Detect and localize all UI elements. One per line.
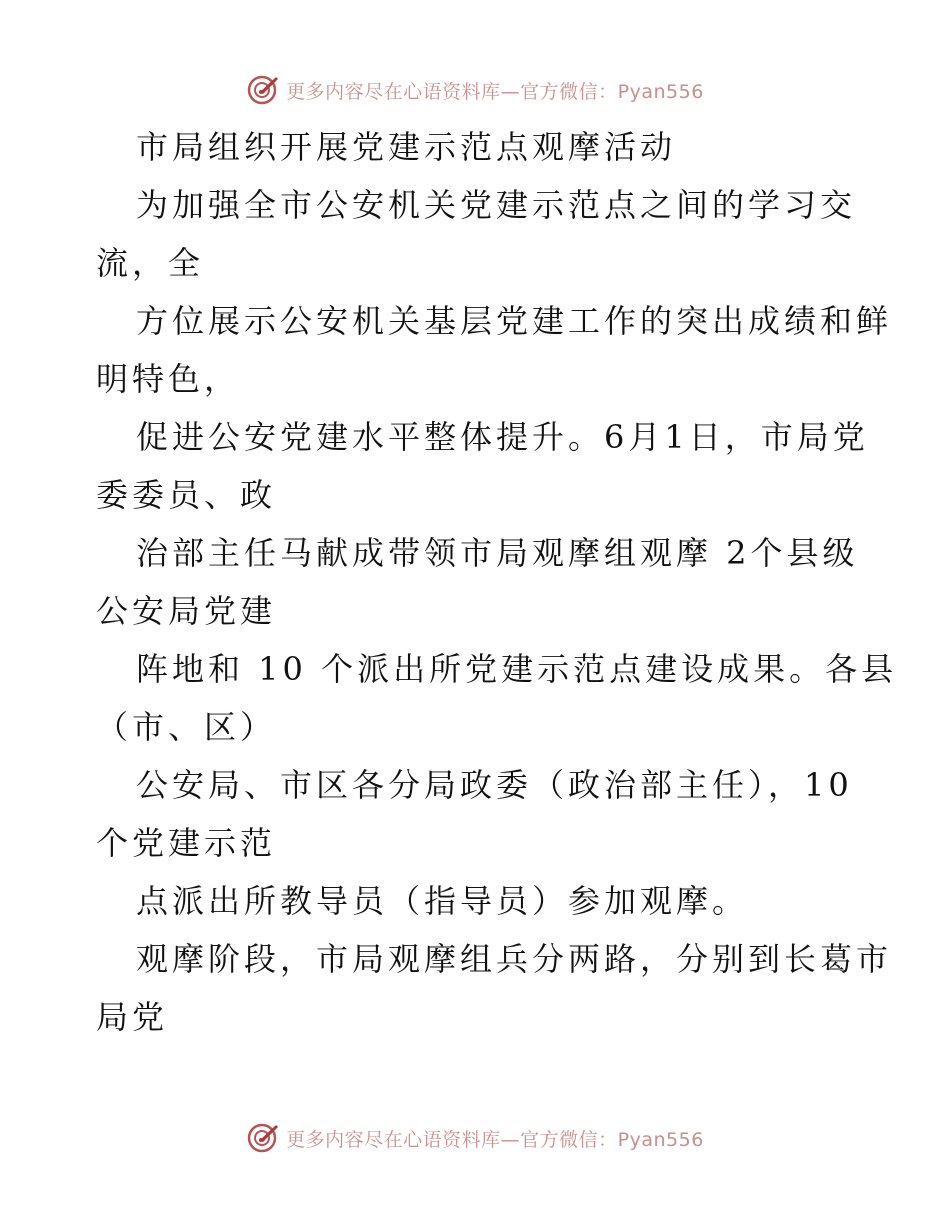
text-line: （市、区） [96, 708, 277, 746]
document-body [96, 118, 898, 1046]
text-line: 观摩阶段，市局观摩组兵分两路，分别到长葛市 [136, 940, 893, 978]
footer-watermark [0, 1118, 950, 1158]
text-line: 公安局、市区各分局政委（政治部主任），10 [136, 766, 853, 804]
text-line: 委委员、政 [96, 476, 277, 514]
document-title: 市局组织开展党建示范点观摩活动 [136, 128, 677, 166]
pen-nib-circle-icon [246, 73, 280, 107]
text-line: 促进公安党建水平整体提升。6月1日，市局党 [136, 418, 869, 456]
text-line: 明特色， [96, 360, 241, 398]
text-line: 流，全 [96, 244, 205, 282]
text-line: 为加强全市公安机关党建示范点之间的学习交 [136, 186, 857, 224]
watermark-text: 更多内容尽在心语资料库—官方微信：Pyan556 [286, 1128, 704, 1151]
header-watermark [0, 70, 950, 110]
text-line: 局党 [96, 998, 169, 1036]
text-line: 阵地和 10 个派出所党建示范点建设成果。各县 [136, 650, 898, 688]
watermark-text: 更多内容尽在心语资料库—官方微信：Pyan556 [286, 80, 704, 103]
text-line: 方位展示公安机关基层党建工作的突出成绩和鲜 [136, 302, 893, 340]
text-line: 个党建示范 [96, 824, 277, 862]
pen-nib-circle-icon [246, 1121, 280, 1155]
text-line: 公安局党建 [96, 592, 277, 630]
text-line: 治部主任马献成带领市局观摩组观摩 2个县级 [136, 534, 859, 572]
text-line: 点派出所教导员（指导员）参加观摩。 [136, 882, 749, 920]
